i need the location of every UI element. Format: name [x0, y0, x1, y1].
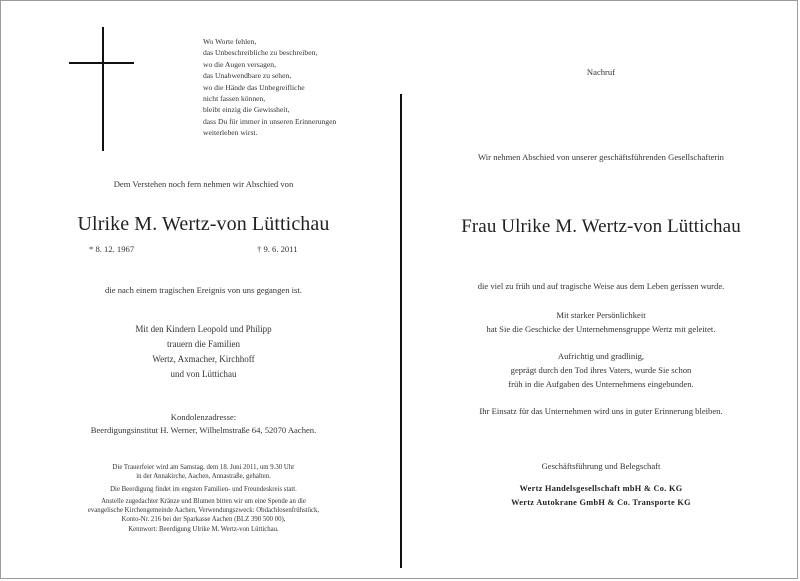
- family-line: Mit den Kindern Leopold und Philipp: [135, 324, 272, 334]
- para-line: hat Sie die Geschicke der Unternehmensgruppe Wertz mit geleitet.: [486, 324, 716, 334]
- note-line: Kennwort: Beerdigung Ulrike M. Wertz-von Lüttichau.: [128, 525, 279, 533]
- para-line: Mit starker Persönlichkeit: [556, 310, 646, 320]
- family-line: Wertz, Axmacher, Kirchhoff: [152, 354, 255, 364]
- birth-date: * 8. 12. 1967: [89, 244, 135, 254]
- note-line: in der Annakirche, Aachen, Annastraße, gehalten.: [136, 473, 271, 481]
- poem-line: weiterleben wirst.: [203, 128, 258, 138]
- death-date: † 9. 6. 2011: [257, 244, 298, 254]
- poem-line: wo die Augen versagen,: [203, 59, 276, 69]
- poem-line: das Unabwendbare zu sehen,: [203, 71, 292, 81]
- condolence-label: Kondolenzadresse:: [170, 412, 237, 422]
- poem-line: dass Du für immer in unseren Erinnerungen: [203, 116, 337, 126]
- family-line: und von Lüttichau: [170, 369, 237, 379]
- company-name: Wertz Handelsgesellschaft mbH & Co. KG: [519, 484, 683, 493]
- para-line: früh in die Aufgaben des Unternehmens eingebunden.: [508, 379, 694, 389]
- poem: [203, 36, 336, 139]
- cross-horizontal: [69, 62, 134, 64]
- funeral-notes: [21, 463, 386, 534]
- company-name: Wertz Autokrane GmbH & Co. Transporte KG: [511, 498, 691, 507]
- poem-line: wo die Hände das Unbegreifliche: [203, 82, 305, 92]
- right-para3: Ihr Einsatz für das Unternehmen wird uns in guter Erinnerung bleiben.: [479, 406, 723, 416]
- condolence-address: Beerdigungsinstitut H. Werner, Wilhelmstraße 64, 52070 Aachen.: [90, 425, 317, 435]
- right-para2: [421, 349, 781, 391]
- note-line: Die Beerdigung findet im engsten Familien- und Freundeskreis statt.: [110, 485, 297, 493]
- family-block: [21, 322, 386, 382]
- right-line1: die viel zu früh und auf tragische Weise aus dem Leben gerissen wurde.: [477, 281, 725, 291]
- left-intro: Dem Verstehen noch fern nehmen wir Abschied von: [113, 179, 294, 189]
- left-event: die nach einem tragischen Ereignis von uns gegangen ist.: [105, 285, 302, 295]
- page-divider: [400, 94, 402, 568]
- left-deceased-name: Ulrike M. Wertz-von Lüttichau: [77, 213, 330, 235]
- company-list: [421, 482, 781, 510]
- poem-line: nicht fassen können,: [203, 94, 266, 104]
- note-line: Die Trauerfeier wird am Samstag, dem 18. Juni 2011, um 9.30 Uhr: [112, 464, 295, 471]
- para-line: Aufrichtig und gradlinig,: [557, 351, 645, 361]
- para-line: geprägt durch den Tod ihres Vaters, wurde Sie schon: [510, 365, 692, 375]
- note-line: evangelische Kirchengemeinde Aachen, Verwendungszweck: Obdachlosenfrühstück,: [87, 507, 320, 515]
- cross-vertical: [102, 27, 104, 151]
- right-deceased-name: Frau Ulrike M. Wertz-von Lüttichau: [461, 216, 741, 237]
- right-para1: [421, 308, 781, 336]
- family-line: trauern die Familien: [167, 339, 240, 349]
- signoff: Geschäftsführung und Belegschaft: [541, 461, 661, 471]
- note-line: Konto-Nr. 216 bei der Sparkasse Aachen (BLZ 390 500 00),: [121, 516, 286, 524]
- poem-line: Wo Worte fehlen,: [203, 37, 257, 46]
- nachruf-heading: Nachruf: [586, 67, 616, 77]
- note-line: Anstelle zugedachter Kränze und Blumen bitten wir um eine Spende an die: [101, 497, 306, 505]
- poem-line: das Unbeschreibliche zu beschreiben,: [203, 48, 318, 58]
- poem-line: bleibt einzig die Gewissheit,: [203, 105, 290, 115]
- right-intro: Wir nehmen Abschied von unserer geschäftsführenden Gesellschafterin: [478, 152, 724, 162]
